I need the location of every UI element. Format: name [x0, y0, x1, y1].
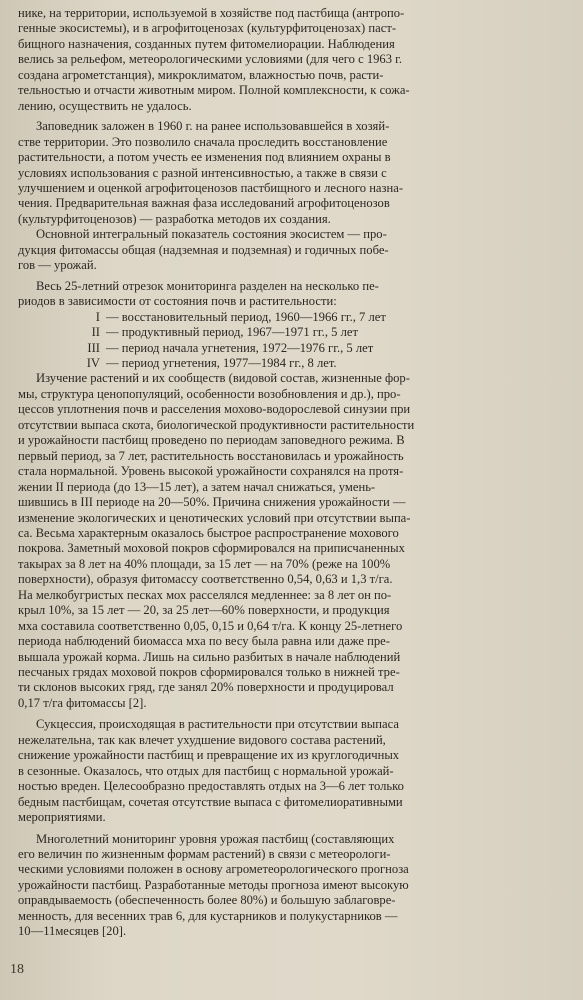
text-line: условиях использования с разной интенсивностью, а также в связи с [18, 165, 387, 180]
text-line: ческими условиями положен в основу агрометеорологического прогноза [18, 862, 409, 877]
text-line: покрова. Заметный моховой покров сформировался на приписчаненных [18, 541, 405, 556]
text-line: генные экосистемы), и в агрофитоценозах (культурфитоценозах) паст- [18, 21, 397, 36]
text-line: в сезонные. Оказалось, что отдых для пастбищ с нормальной урожай- [18, 763, 394, 778]
text-line: вышала урожай корма. Лишь на сильно разбитых в начале наблюдений [18, 649, 401, 664]
text-line: лению, осуществить не удалось. [18, 98, 192, 113]
period-item [76, 310, 566, 325]
text-line: са. Весьма характерным оказалось быстрое распространение мохового [18, 525, 399, 540]
period-text: — период угнетения, 1977—1984 гг., 8 лет. [106, 355, 337, 370]
text-line: цессов уплотнения почв и расселения мохово-водорослевой синузии при [18, 402, 411, 417]
text-line: 0,17 т/га фитомассы [2]. [18, 695, 147, 710]
text-line: чения. Предварительная важная фаза исследований агрофитоценозов [18, 196, 390, 211]
periods-list [18, 310, 566, 372]
period-text: — продуктивный период, 1967—1971 гг., 5 лет [106, 325, 358, 340]
period-item [76, 325, 566, 340]
text-column [18, 6, 566, 940]
page-number: 18 [10, 962, 24, 977]
text-line: Сукцессия, происходящая в растительности при отсутствии выпаса [36, 717, 399, 732]
text-line: создана агрометстанция), микроклиматом, влажностью почв, расти- [18, 67, 384, 82]
period-item [76, 341, 566, 356]
paragraph-2 [18, 119, 566, 227]
text-line: мероприятиями. [18, 810, 106, 825]
text-line: жении II периода (до 13—15 лет), а затем начал снижаться, умень- [18, 479, 376, 494]
text-line: менность, для весенних трав 6, для кустарников и полукустарников — [18, 908, 398, 923]
period-number: III [87, 340, 100, 355]
text-line: бищного назначения, созданных путем фитомелиорации. Наблюдения [18, 36, 395, 51]
period-number: IV [86, 355, 100, 370]
text-line: Весь 25-летний отрезок мониторинга разделен на несколько пе- [36, 278, 379, 293]
text-line: На мелкобугристых песках мох расселялся медленнее: за 8 лет он по- [18, 587, 392, 602]
text-line: нежелательна, так как влечет ухудшение видового состава растений, [18, 732, 386, 747]
text-line: шившись в III периоде на 20—50%. Причина снижения урожайности — [18, 495, 406, 510]
text-line: первый период, за 7 лет, растительность восстановилась и урожайность [18, 448, 404, 463]
paragraph-1 [18, 6, 566, 114]
text-line: крыл 10%, за 15 лет — 20, за 25 лет—60% поверхности, и продукция [18, 603, 390, 618]
text-line: бедным пастбищам, сочетая отсутствие выпаса с фитомелиоративными [18, 794, 403, 809]
text-line: гов — урожай. [18, 258, 97, 273]
text-line: урожайности пастбищ. Разработанные методы прогноза имеют высокую [18, 877, 409, 892]
paragraph-3 [18, 227, 566, 273]
text-line: оправдываемость (обеспеченность более 80%) и большую заблаговре- [18, 893, 396, 908]
text-line: Основной интегральный показатель состояния экосистем — про- [36, 227, 387, 242]
text-line: улучшением и оценкой агрофитоценозов пастбищного и лесного назна- [18, 180, 404, 195]
text-line: стве территории. Это позволило сначала проследить восстановление [18, 134, 388, 149]
paragraph-7 [18, 832, 566, 940]
text-line: мха составила соответственно 0,05, 0,15 и 0,64 т/га. К концу 25-летнего [18, 618, 403, 633]
text-line: снижение урожайности пастбищ и превращение их из круглогодичных [18, 748, 400, 763]
paragraph-4 [18, 279, 566, 310]
text-line: отсутствии выпаса скота, биологической продуктивности растительности [18, 417, 415, 432]
period-text: — период начала угнетения, 1972—1976 гг., 5 лет [106, 340, 374, 355]
text-line: песчаных грядах моховой покров сформировался только в нижней тре- [18, 665, 400, 680]
text-line: растительности, а потом учесть ее изменения под влиянием охраны в [18, 150, 391, 165]
text-line: стала нормальной. Уровень высокой урожайности сохранялся на протя- [18, 464, 404, 479]
text-line: велись за рельефом, метеорологическими условиями (для чего с 1963 г. [18, 52, 403, 67]
text-line: дукция фитомассы общая (надземная и подземная) и годичных побе- [18, 242, 389, 257]
period-number: I [95, 309, 100, 324]
text-line: ти склонов высоких гряд, где занял 20% поверхности и продуцировал [18, 680, 394, 695]
text-line: (культурфитоценозов) — разработка методов их создания. [18, 211, 331, 226]
paragraph-6 [18, 717, 566, 825]
text-line: изменение экологических и ценотических условий при отсутствии выпа- [18, 510, 411, 525]
text-line: поверхности), образуя фитомассу соответственно 0,54, 0,63 и 1,3 т/га. [18, 572, 393, 587]
text-line: такырах за 8 лет на 40% площади, за 15 лет — на 70% (реже на 100% [18, 556, 391, 571]
text-line: периода наблюдений биомасса мха по весу была равна или даже пре- [18, 634, 390, 649]
period-item [76, 356, 566, 371]
paragraph-5 [18, 371, 566, 711]
text-line: его величин по жизненным формам растений) в связи с метеорологи- [18, 847, 391, 862]
text-line: тельностью и отчасти животным миром. Полной комплексности, к сожа- [18, 83, 410, 98]
text-line: риодов в зависимости от состояния почв и растительности: [18, 294, 337, 309]
text-line: Многолетний мониторинг уровня урожая пастбищ (составляющих [36, 831, 395, 846]
text-line: Изучение растений и их сообществ (видовой состав, жизненные фор- [36, 371, 410, 386]
period-text: — восстановительный период, 1960—1966 гг., 7 лет [106, 309, 386, 324]
text-line: ностью вреден. Целесообразно предоставлять отдых на 3—6 лет только [18, 779, 404, 794]
period-number: II [91, 325, 100, 340]
text-line: мы, структура ценопопуляций, особенности возобновления и др.), про- [18, 386, 401, 401]
text-line: нике, на территории, используемой в хозяйстве под пастбища (антропо- [18, 6, 405, 20]
text-line: Заповедник заложен в 1960 г. на ранее использовавшейся в хозяй- [36, 119, 390, 134]
text-line: 10—11месяцев [20]. [18, 924, 127, 939]
text-line: и урожайности пастбищ проведено по периодам заповедного режима. В [18, 433, 405, 448]
